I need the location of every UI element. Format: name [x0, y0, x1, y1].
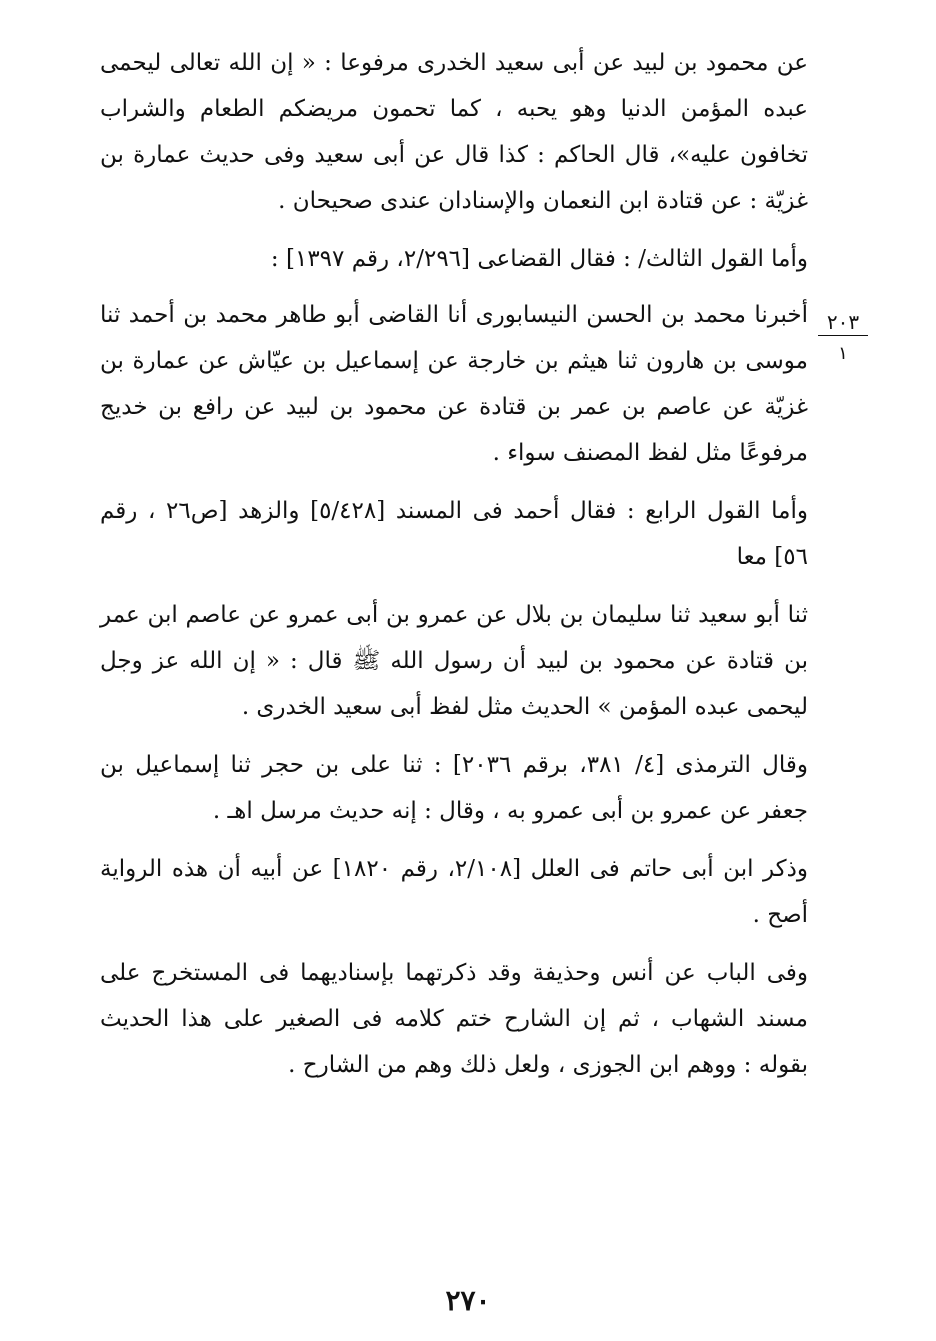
- paragraph-hakim-quote: عن محمود بن لبيد عن أبى سعيد الخدرى مرفوعا : « إن الله تعالى ليحمى عبده المؤمن الدنيا وهو يحبه ، كما تحمون مريضكم الطعام والشراب تخافون عليه»، قال الحاكم : كذا قال عن أبى سعيد وفى حديث عمارة بن غزيّة : عن قتادة ابن النعمان والإسنادان عندى صحيحان .: [100, 50, 808, 214]
- margin-page-reference: [818, 310, 868, 366]
- margin-reference-bottom: ١: [838, 343, 848, 364]
- paragraph-abu-saeed-isnad: ثنا أبو سعيد ثنا سليمان بن بلال عن عمرو بن أبى عمرو عن عاصم ابن عمر بن قتادة عن محمود بن لبيد أن رسول الله ﷺ قال : « إن الله عز وجل ليحمى عبده المؤمن » الحديث مثل لفظ أبى سعيد الخدرى .: [100, 602, 808, 720]
- paragraph-tirmidhi: وقال الترمذى [٤/ ٣٨١، برقم ٢٠٣٦] : ثنا على بن حجر ثنا إسماعيل بن جعفر عن عمرو بن أبى عمرو به ، وقال : إنه حديث مرسل اهـ .: [100, 752, 808, 824]
- page-body: [100, 40, 808, 1100]
- paragraph-third-opinion: وأما القول الثالث/ : فقال القضاعى [٢/٢٩٦، رقم ١٣٩٧] :: [270, 246, 808, 272]
- paragraph-qudai-isnad: أخبرنا محمد بن الحسن النيسابورى أنا القاضى أبو طاهر محمد بن أحمد ثنا موسى بن هارون ثنا هيثم بن خارجة عن إسماعيل بن عيّاش عن عمارة بن غزيّة عن عاصم بن عمر بن قتادة عن محمود بن لبيد عن رافع بن خديج مرفوعًا مثل لفظ المصنف سواء .: [100, 302, 808, 466]
- margin-reference-top: ٢٠٣: [818, 310, 868, 336]
- paragraph-ibn-abi-hatim: وذكر ابن أبى حاتم فى العلل [٢/١٠٨، رقم ١٨٢٠] عن أبيه أن هذه الرواية أصح .: [100, 856, 808, 928]
- paragraph-anas-hudhaifa: وفى الباب عن أنس وحذيفة وقد ذكرتهما بإسناديهما فى المستخرج على مسند الشهاب ، ثم إن الشارح ختم كلامه فى الصغير على هذا الحديث بقوله : ووهم ابن الجوزى ، ولعل ذلك وهم من الشارح .: [100, 960, 808, 1078]
- page-number: ٢٧٠: [445, 1284, 491, 1317]
- paragraph-fourth-opinion: وأما القول الرابع : فقال أحمد فى المسند [٥/٤٢٨] والزهد [ص٢٦ ، رقم ٥٦] معا: [100, 498, 808, 570]
